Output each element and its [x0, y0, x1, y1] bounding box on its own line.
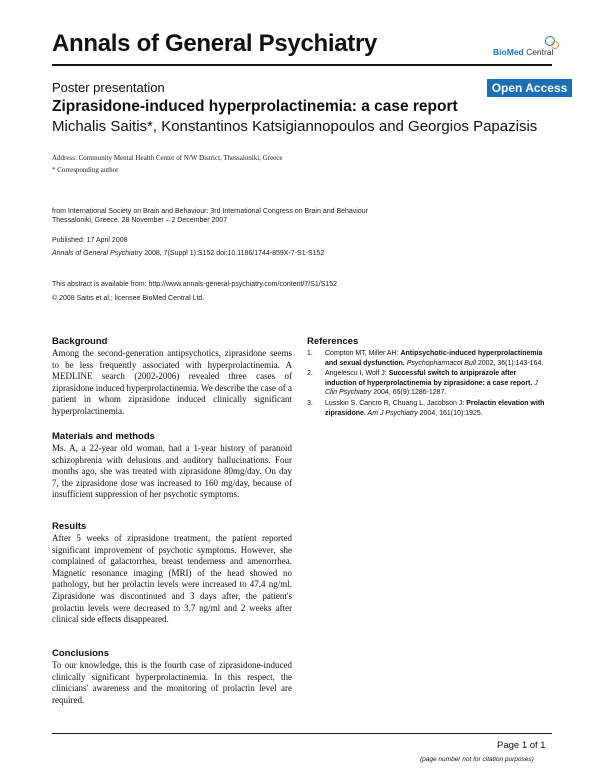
background-heading: Background [52, 336, 108, 347]
reference-item: 1. Compton MT, Miller AH: Antipsychotic-induced hyperprolactinemia and sexual dysfunction. Psychopharmacol Bull 2002, 36(1):143-164. [307, 350, 544, 367]
page-number: Page 1 of 1 [497, 740, 546, 751]
footer-rule [52, 733, 552, 734]
conclusions-text: To our knowledge, this is the fourth case of ziprasidone-induced clinically significant hyperprolactinemia. In this respect, the clinicians' awareness and the monitoring of prolactin level are required. [52, 660, 292, 705]
results-heading: Results [52, 521, 87, 532]
citation: Annals of General Psychiatry 2008, 7(Suppl 1):S152 doi:10.1186/1744-859X-7-S1-S152 [52, 250, 325, 257]
conference-source-line1: from International Society on Brain and Behaviour: 3rd International Congress on Brain and Behaviour [52, 208, 368, 215]
references-list [307, 349, 549, 419]
header-rule [52, 64, 552, 66]
journal-title: Annals of General Psychiatry [52, 30, 378, 57]
open-access-badge[interactable]: Open Access [487, 79, 572, 97]
copyright: © 2008 Saitis et al.; licensee BioMed Central Ltd. [52, 295, 205, 302]
corresponding-author: * Corresponding author [52, 166, 119, 174]
conclusions-heading: Conclusions [52, 648, 110, 659]
biomed-central-logo: BioMed Central [493, 36, 563, 60]
references-heading: References [307, 336, 359, 347]
reference-item: 3. Lusskin S, Cancro R, Chuang L, Jacobson J: Prolactin elevation with ziprasidone. Am J Psychiatry 2004, 161(10):1925. [307, 399, 545, 417]
conference-source-line2: Thessaloniki, Greece. 28 November – 2 December 2007 [52, 217, 228, 224]
author-address: Address: Community Mental Health Center of N/W District, Thessaloniki, Greece [52, 154, 283, 162]
page-number-note: (page number not for citation purposes) [420, 756, 534, 763]
results-text: After 5 weeks of ziprasidone treatment, the patient reported significant improvement of psychotic symptoms. However, she complained of galactorrhea, breast tenderness and amenorrhea. Magnetic resonance imaging (MRI) of the head showed no pathology, but her prolactin levels were increased to 47.4 ng/ml. Ziprasidone was discontinued and 3 days after, the patient's prolactin levels were decreased to 3.7 ng/ml and 2 weeks after clinical side effects disappeared. [52, 533, 292, 625]
published-date: Published: 17 April 2008 [52, 237, 128, 244]
article-authors: Michalis Saitis*, Konstantinos Katsigiannopoulos and Georgios Papazisis [52, 118, 538, 135]
availability-link[interactable]: This abstract is available from: http://www.annals-general-psychiatry.com/content/7/S1/S152 [52, 281, 338, 288]
section-label: Poster presentation [52, 80, 165, 95]
article-title: Ziprasidone-induced hyperprolactinemia: a case report [52, 98, 458, 115]
methods-heading: Materials and methods [52, 431, 155, 442]
reference-item: 2. Angelescu I, Wolf J: Successful switch to aripiprazole after induction of hyperprolactinemia by ziprasidone: a case report. J Clin Psychiatry 2004, 65(9):1286-1287. [307, 370, 538, 397]
background-text: Among the second-generation antipsychotics, ziprasidone seems to be less frequently associated with hyperprolactinemia. A MEDLINE search (2002-2006) revealed three cases of ziprasidone induced hyperprolactinemia. We describe the case of a patient in whom ziprasidone induced clinically significant hyperprolactinemia. [52, 348, 292, 416]
methods-text: Ms. A, a 22-year old woman, had a 1-year history of paranoid schizophrenia with delusions and auditory hallucinations. Four months ago, she was treated with ziprasidone 80mg/day. On day 7, the ziprasidone dose was increased to 160 mg/day, because of insufficient suppression of her psychotic symptoms. [52, 443, 292, 500]
